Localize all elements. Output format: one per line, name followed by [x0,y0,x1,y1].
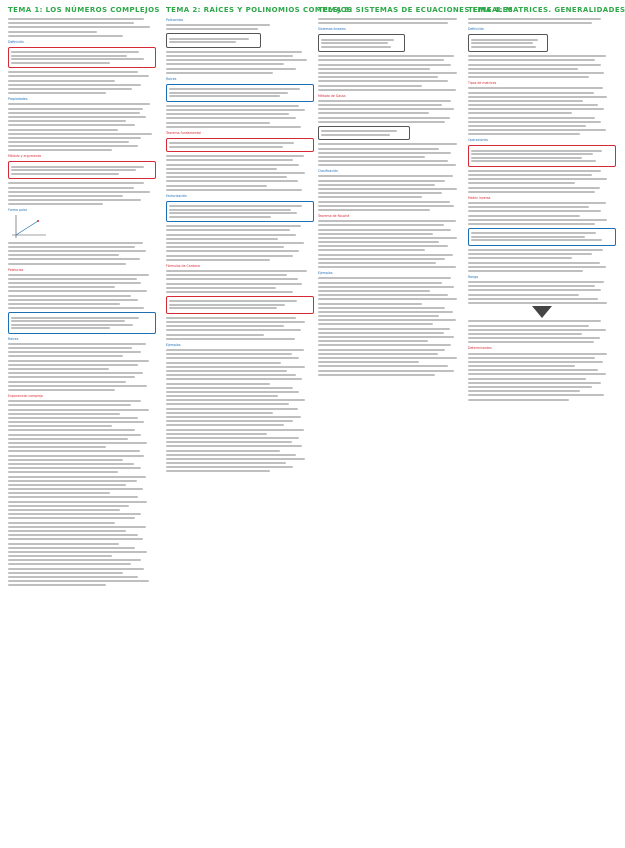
section-label: Módulo y argumento [8,154,42,159]
formula-box [468,34,548,52]
formula-box [166,201,314,223]
section-label: Ejemplos [318,271,333,276]
section-label: Potencias [8,267,24,272]
argand-diagram [8,213,48,239]
column-tema-1 [8,6,160,842]
formula-box [8,161,156,179]
formula-box [166,84,314,102]
section-label: Propiedades [8,97,28,102]
section-label: Matriz inversa [468,195,491,200]
formula-box [318,126,410,141]
column-title: TEMA 2: RAÍCES Y POLINOMIOS COMPLEJOS [166,6,353,14]
section-label: Clasificación [318,169,338,174]
section-label: Fórmulas de Cardano [166,263,200,268]
formula-box [468,145,616,167]
section-label: Tipos de matrices [468,81,497,86]
column-title: TEMA 4: MATRICES. GENERALIDADES [468,6,625,14]
formula-box [468,228,616,246]
section-label: Polinomios [166,18,184,22]
down-arrow-icon [532,306,552,318]
section-label: Raíces [8,336,19,341]
section-label: Determinantes [468,346,492,351]
section-label: Método de Gauss [318,93,346,98]
section-label: Definición [8,39,24,44]
column-title: TEMA 3: SISTEMAS DE ECUACIONES LINEALES [318,6,514,14]
column-tema-4 [468,6,625,842]
formula-box [166,138,314,153]
section-label: Forma polar [8,208,28,213]
formula-box [8,312,156,334]
column-title: TEMA 1: LOS NÚMEROS COMPLEJOS [8,6,160,14]
section-label: Teorema de Rouché [318,213,350,218]
section-label: Rango [468,274,479,279]
formula-box [8,47,156,69]
section-label: Factorización [166,193,187,198]
formula-box [318,34,405,52]
section-label: Exponencial compleja [8,393,43,398]
section-label: Ejemplos [166,342,181,347]
section-label: Raíces [166,76,177,81]
section-label: Operaciones [468,138,488,143]
formula-box [166,296,314,314]
section-label: Teorema fundamental [166,130,201,135]
section-label: Definición [468,27,484,32]
formula-box [166,33,261,48]
section-label: Sistemas lineales [318,27,346,32]
